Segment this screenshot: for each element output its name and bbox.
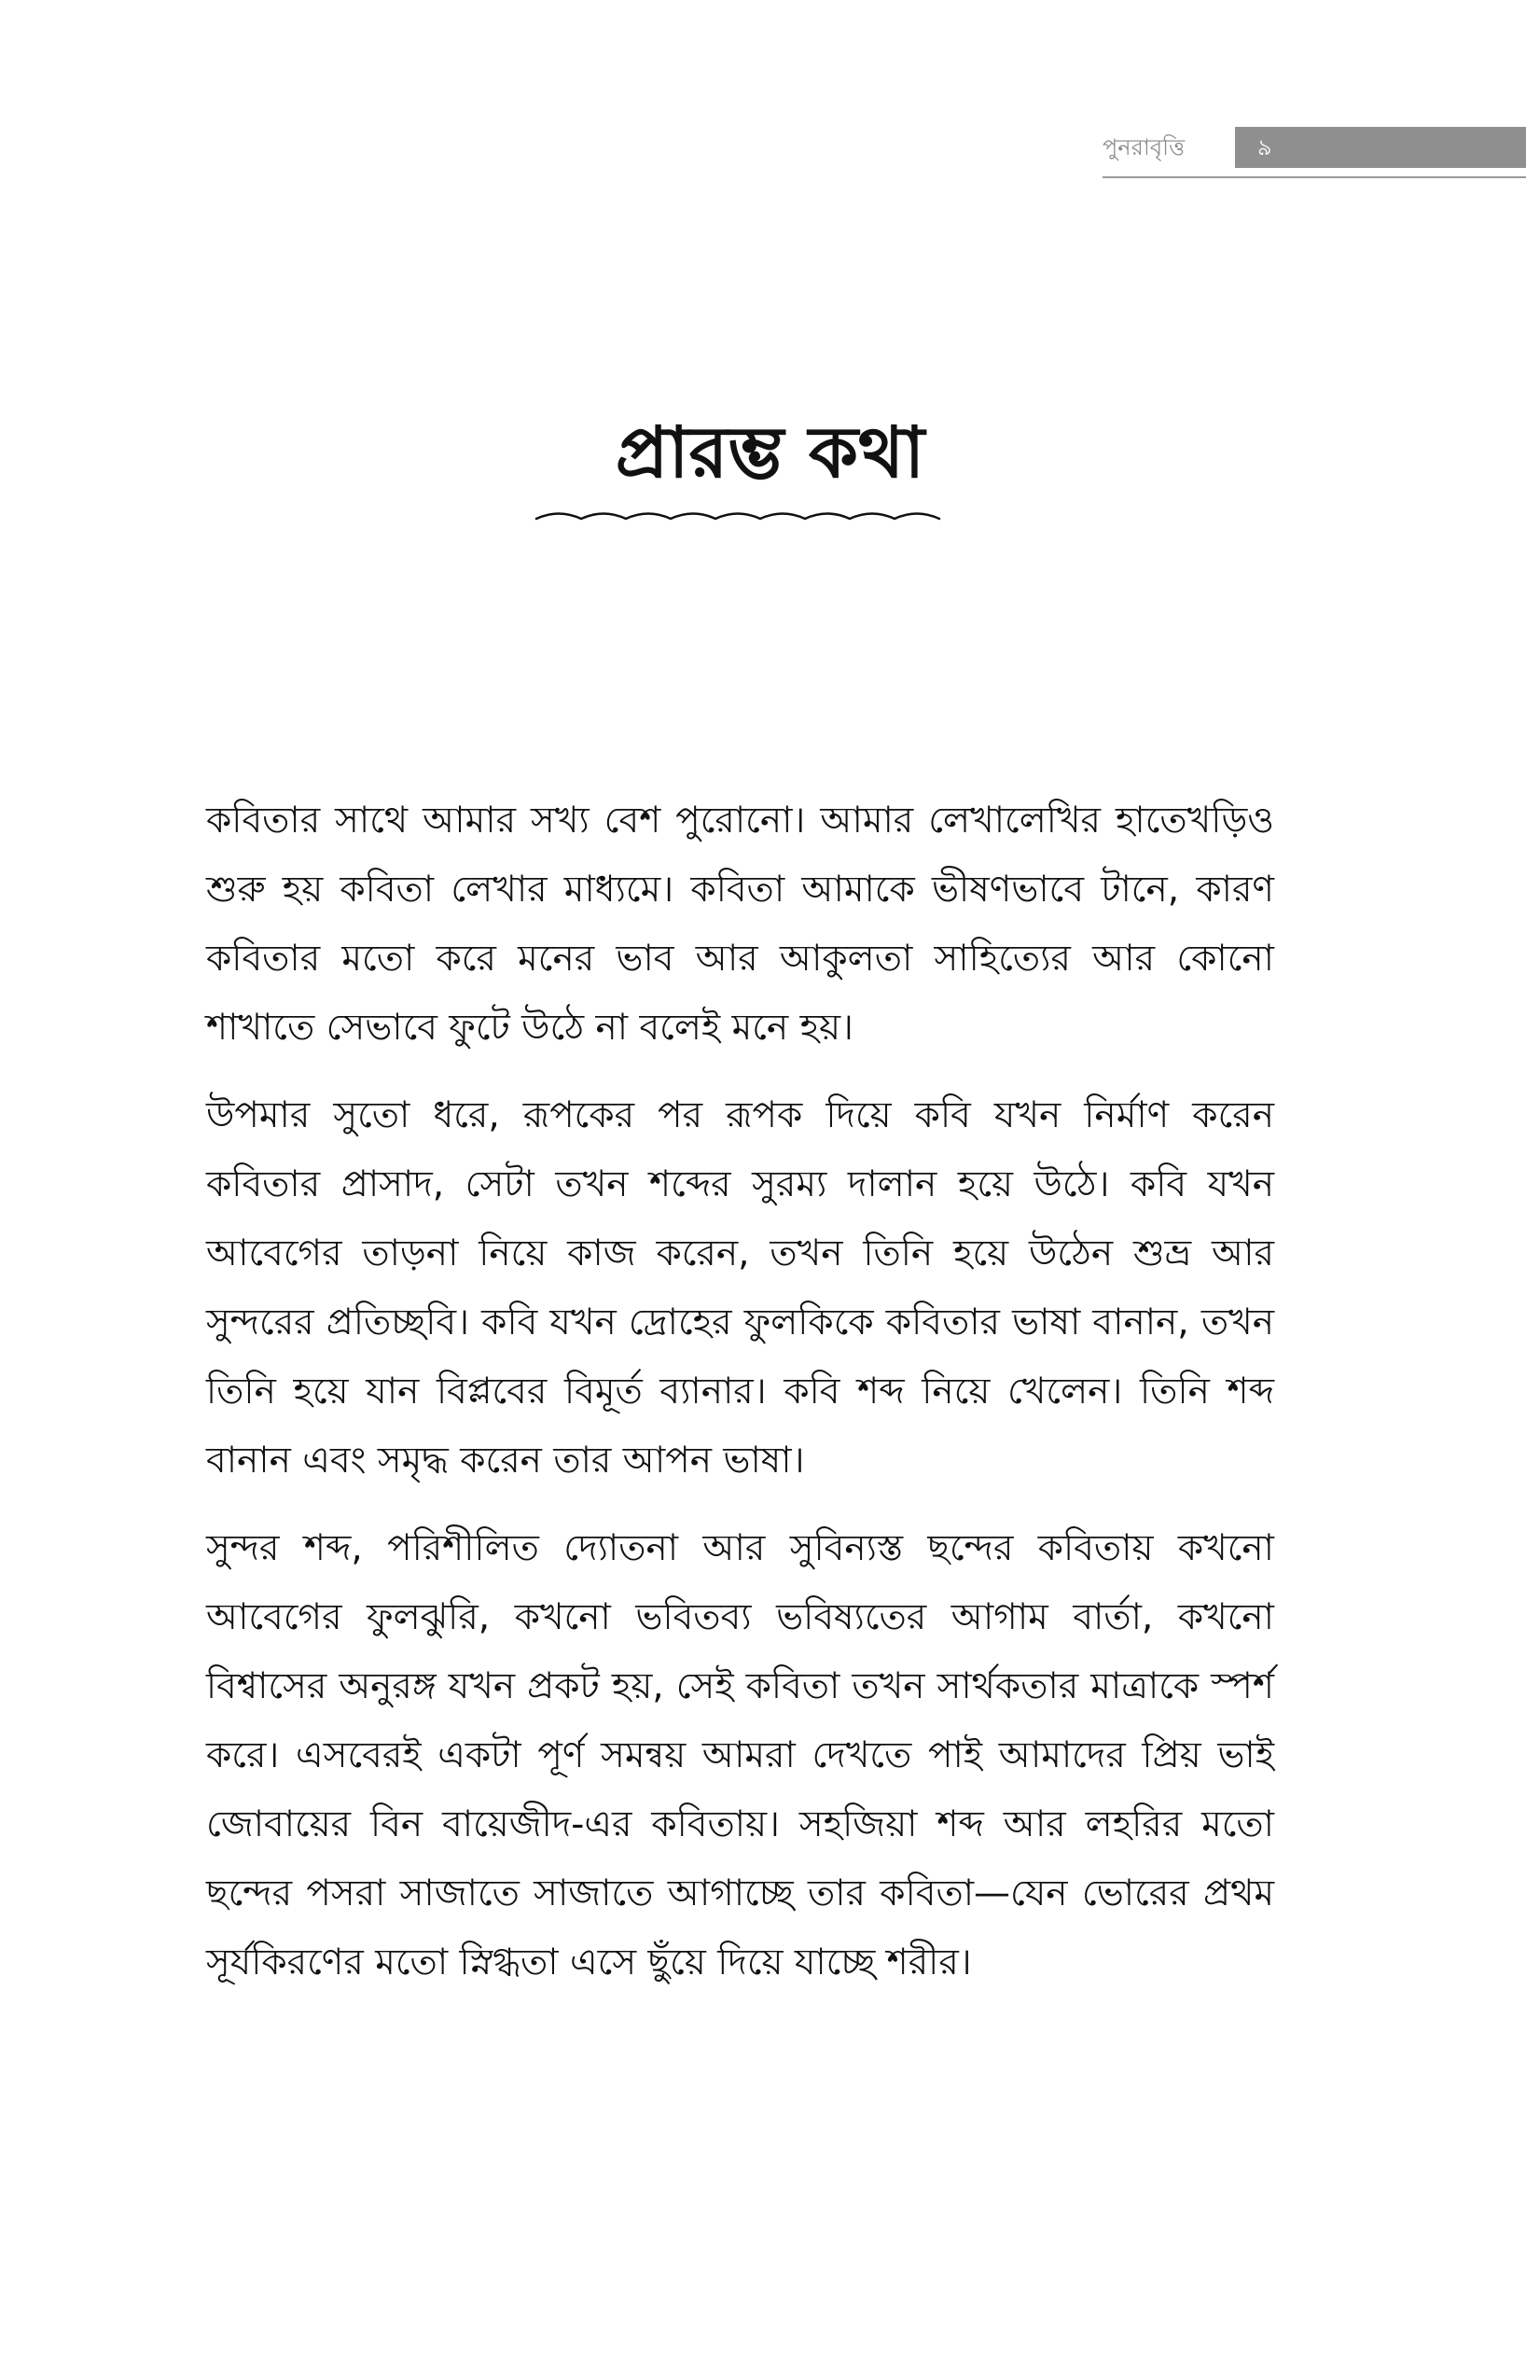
wavy-underline-ornament [533, 502, 943, 530]
paragraph-1: কবিতার সাথে আমার সখ্য বেশ পুরোনো। আমার লেখালেখির হাতেখড়িও শুরু হয় কবিতা লেখার মাধ্যমে। কবিতা আমাকে ভীষণভাবে টানে, কারণ কবিতার মতো করে মনের ভাব আর আকুলতা সাহিত্যের আর কোনো শাখাতে সেভাবে ফুটে উঠে না বলেই মনে হয়। [206, 800, 1274, 1049]
running-title: পুনরাবৃত্তি [1103, 134, 1186, 160]
page-number-box [1235, 127, 1526, 168]
header-rule [1103, 176, 1526, 178]
running-header [1103, 127, 1526, 168]
body-text [206, 786, 1274, 2016]
paragraph-3: সুন্দর শব্দ, পরিশীলিত দ্যোতনা আর সুবিন্যস্ত ছন্দের কবিতায় কখনো আবেগের ফুলঝুরি, কখনো ভবিতব্য ভবিষ্যতের আগাম বার্তা, কখনো বিশ্বাসের অনুরঙ্গ যখন প্রকট হয়, সেই কবিতা তখন সার্থকতার মাত্রাকে স্পর্শ করে। এসবেরই একটা পূর্ণ সমন্বয় আমরা দেখতে পাই আমাদের প্রিয় ভাই জোবায়ের বিন বায়েজীদ-এর কবিতায়। সহজিয়া শব্দ আর লহরির মতো ছন্দের পসরা সাজাতে সাজাতে আগাচ্ছে তার কবিতা—যেন ভোরের প্রথম সূর্যকিরণের মতো স্নিগ্ধতা এসে ছুঁয়ে দিয়ে যাচ্ছে শরীর। [206, 1527, 1274, 1983]
paragraph-2: উপমার সুতো ধরে, রূপকের পর রূপক দিয়ে কবি যখন নির্মাণ করেন কবিতার প্রাসাদ, সেটা তখন শব্দের সুরম্য দালান হয়ে উঠে। কবি যখন আবেগের তাড়না নিয়ে কাজ করেন, তখন তিনি হয়ে উঠেন শুভ্র আর সুন্দরের প্রতিচ্ছবি। কবি যখন দ্রোহের ফুলকিকে কবিতার ভাষা বানান, তখন তিনি হয়ে যান বিপ্লবের বিমূর্ত ব্যানার। কবি শব্দ নিয়ে খেলেন। তিনি শব্দ বানান এবং সমৃদ্ধ করেন তার আপন ভাষা। [206, 1094, 1274, 1482]
chapter-title: প্রারম্ভ কথা [615, 411, 925, 494]
page-number: ৯ [1257, 134, 1272, 160]
